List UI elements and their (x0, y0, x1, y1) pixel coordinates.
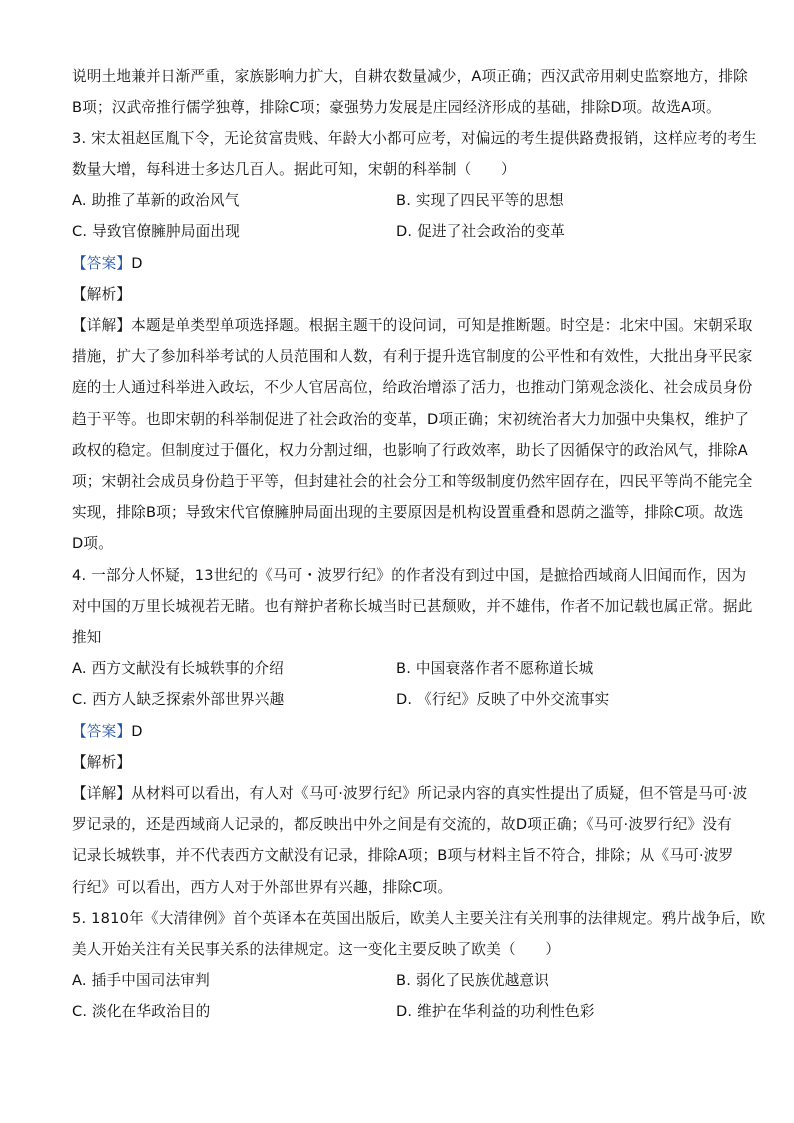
question-3-option-a: A. 助推了革新的政治风气 (72, 192, 240, 209)
question-5-stem: 美人开始关注有关民事关系的法律规定。这一变化主要反映了欧美（ ） (72, 941, 561, 958)
question-3-detail: D项。 (72, 535, 114, 552)
question-4-option-c: C. 西方人缺乏探索外部世界兴趣 (72, 691, 285, 708)
answer-value: D (131, 723, 143, 740)
answer-tag: 【答案】 (72, 723, 132, 740)
question-4-detail: 【详解】从材料可以看出，有人对《马可·波罗行纪》所记录内容的真实性提出了质疑，但不管是马可·波 (72, 785, 748, 802)
question-3-analysis-tag: 【解析】 (72, 286, 132, 303)
question-4-detail: 记录长城轶事，并不代表西方文献没有记录，排除A项；B项与材料主旨不符合，排除；从《马可·波罗 (72, 847, 734, 864)
question-3-detail: 项；宋朝社会成员身份趋于平等，但封建社会的社会分工和等级制度仍然牢固存在，四民平等尚不能完全 (72, 473, 753, 490)
question-4-option-a: A. 西方文献没有长城轶事的介绍 (72, 660, 284, 677)
question-4-stem: 4. 一部分人怀疑，13世纪的《马可・波罗行纪》的作者没有到过中国，是摭拾西域商人旧闻而作，因为 (72, 567, 747, 584)
answer-tag: 【答案】 (72, 255, 132, 272)
question-3-detail: 措施，扩大了参加科举考试的人员范围和人数，有利于提升选官制度的公平性和有效性，大批出身平民家 (72, 348, 753, 365)
text-line: 说明土地兼并日渐严重，家族影响力扩大，自耕农数量减少，A项正确；西汉武帝用刺史监察地方，排除 (72, 68, 748, 85)
question-3-detail: 政权的稳定。但制度过于僵化，权力分割过细，也影响了行政效率，助长了因循保守的政治风气，排除A (72, 442, 748, 459)
question-4-answer (72, 722, 724, 742)
question-4-option-d: D. 《行纪》反映了中外交流事实 (396, 691, 610, 708)
question-4-analysis-tag: 【解析】 (72, 754, 132, 771)
question-4-stem: 推知 (72, 629, 102, 646)
question-3-option-b: B. 实现了四民平等的思想 (396, 192, 564, 209)
answer-value: D (131, 255, 143, 272)
question-3-stem: 数量大增，每科进士多达几百人。据此可知，宋朝的科举制（ ） (72, 161, 516, 178)
question-3-option-c: C. 导致官僚臃肿局面出现 (72, 223, 241, 240)
question-5-stem: 5. 1810年《大清律例》首个英译本在英国出版后，欧美人主要关注有关刑事的法律规定。鸦片战争后，欧 (72, 910, 766, 927)
question-3-option-d: D. 促进了社会政治的变革 (396, 223, 566, 240)
question-3-stem: 3. 宋太祖赵匡胤下令，无论贫富贵贱、年龄大小都可应考，对偏远的考生提供路费报销，这样应考的考生 (72, 130, 757, 147)
question-3-answer (72, 254, 724, 274)
question-5-option-b: B. 弱化了民族优越意识 (396, 972, 550, 989)
question-3-detail: 【详解】本题是单类型单项选择题。根据主题干的设问词，可知是推断题。时空是：北宋中国。宋朝采取 (72, 317, 753, 334)
question-4-stem: 对中国的万里长城视若无睹。也有辩护者称长城当时已甚颓败，并不雄伟，作者不加记载也属正常。据此 (72, 598, 753, 615)
text-line: B项；汉武帝推行儒学独尊，排除C项；豪强势力发展是庄园经济形成的基础，排除D项。故选A项。 (72, 99, 721, 116)
question-4-detail: 罗记录的，还是西域商人记录的，都反映出中外之间是有交流的，故D项正确；《马可·波罗行纪》没有 (72, 816, 732, 833)
question-5-option-d: D. 维护在华利益的功利性色彩 (396, 1003, 595, 1020)
question-3-detail: 庭的士人通过科举进入政坛，不少人官居高位，给政治增添了活力，也推动门第观念淡化、社会成员身份 (72, 379, 753, 396)
question-4-option-b: B. 中国衰落作者不愿称道长城 (396, 660, 594, 677)
question-5-option-a: A. 插手中国司法审判 (72, 972, 210, 989)
question-5-option-c: C. 淡化在华政治目的 (72, 1003, 211, 1020)
question-3-detail: 实现，排除B项；导致宋代官僚臃肿局面出现的主要原因是机构设置重叠和恩荫之滥等，排除C项。故选 (72, 504, 744, 521)
question-4-detail: 行纪》可以看出，西方人对于外部世界有兴趣，排除C项。 (72, 879, 453, 896)
question-3-detail: 趋于平等。也即宋朝的科举制促进了社会政治的变革，D项正确；宋初统治者大力加强中央集权，维护了 (72, 411, 750, 428)
